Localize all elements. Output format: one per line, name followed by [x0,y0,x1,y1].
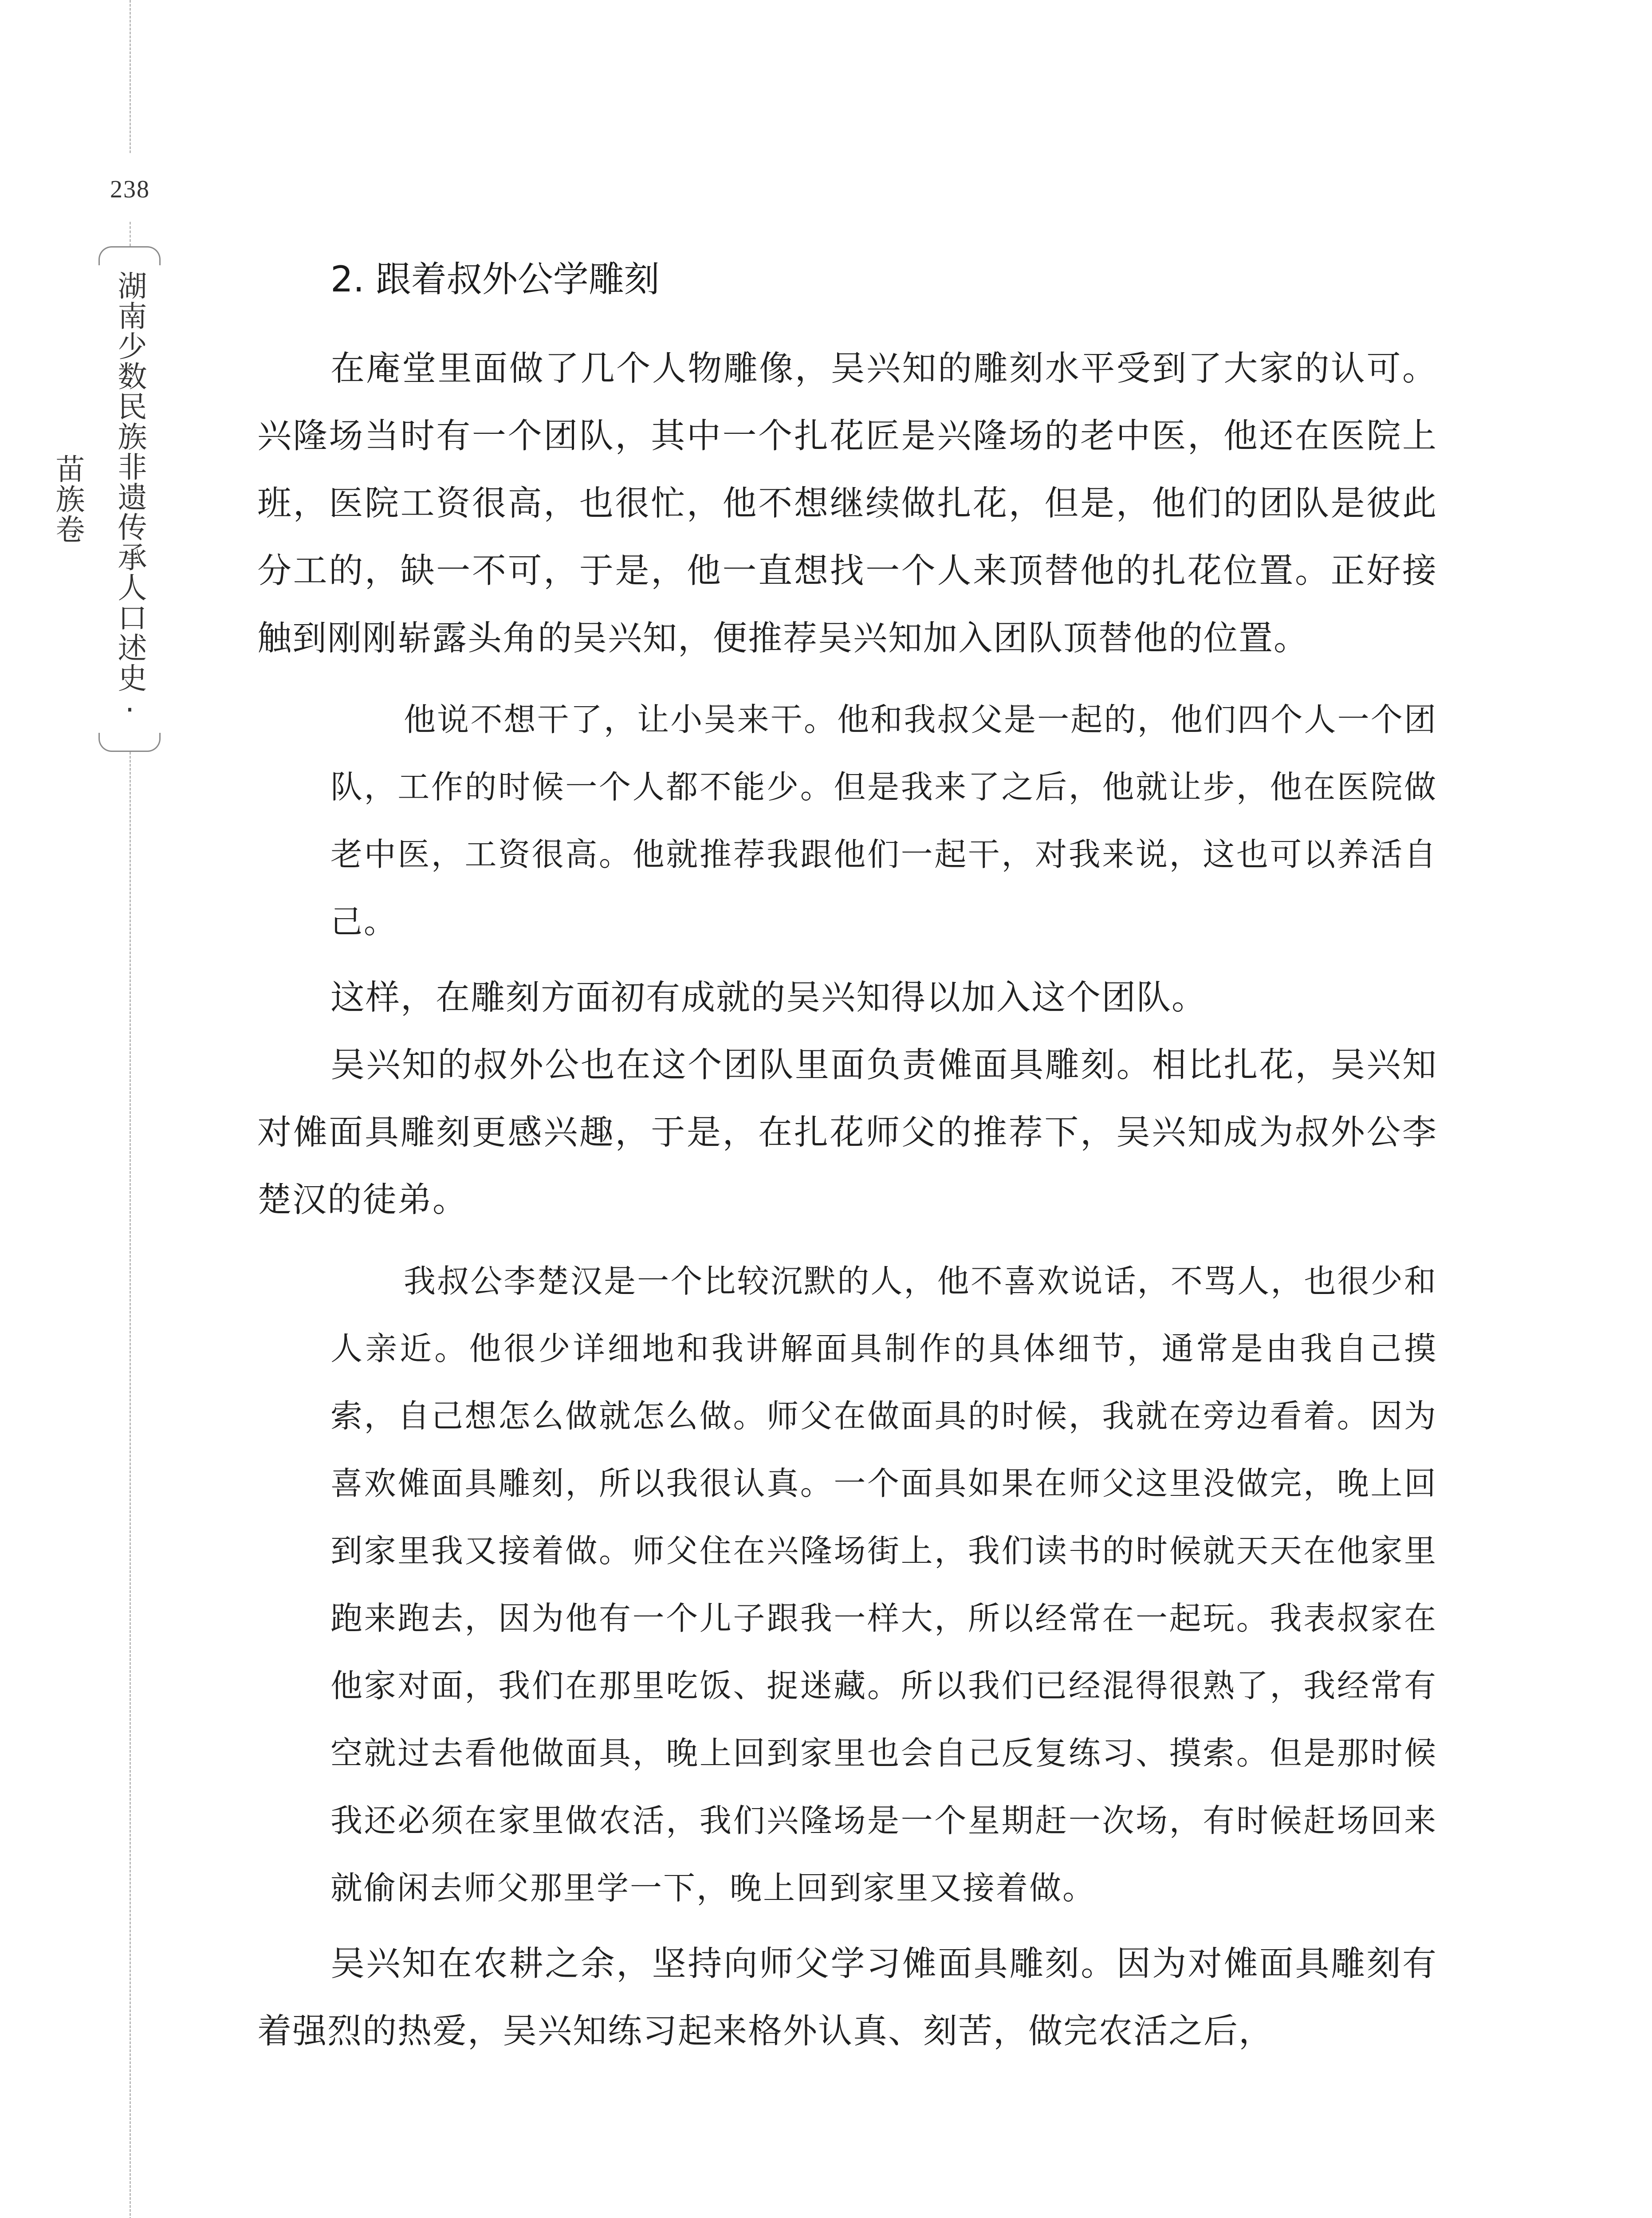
margin-dashed-rule-bottom [130,752,131,2218]
running-title: 湖南少数民族非遗传承人口述史·苗族卷 [51,270,147,728]
interview-quote: 他说不想干了，让小吴来干。他和我叔父是一起的，他们四个人一个团队，工作的时候一个人都不能少。但是我来了之后，他就让步，他在医院做老中医，工资很高。他就推荐我跟他们一起干，对我来说，这也可以养活自己。 [330,701,1437,940]
body-paragraph: 这样，在雕刻方面初有成就的吴兴知得以加入这个团队。 [330,978,1207,1018]
body-paragraph: 吴兴知的叔外公也在这个团队里面负责傩面具雕刻。相比扎花，吴兴知对傩面具雕刻更感兴趣，于是，在扎花师父的推荐下，吴兴知成为叔外公李楚汉的徒弟。 [257,1046,1437,1220]
margin-dashed-rule-top [130,0,131,153]
body-paragraph: 在庵堂里面做了几个人物雕像，吴兴知的雕刻水平受到了大家的认可。兴隆场当时有一个团队，其中一个扎花匠是兴隆场的老中医，他还在医院上班，医院工资很高，也很忙，他不想继续做扎花，但是，他们的团队是彼此分工的，缺一不可，于是，他一直想找一个人来顶替他的扎花位置。正好接触到刚刚崭露头角的吴兴知，便推荐吴兴知加入团队顶替他的位置。 [257,349,1437,658]
running-title-bracket [51,246,161,752]
body-paragraph: 吴兴知在农耕之余，坚持向师父学习傩面具雕刻。因为对傩面具雕刻有着强烈的热爱，吴兴知练习起来格外认真、刻苦，做完农活之后， [257,1944,1437,2051]
margin-dashed-rule-middle [130,222,131,246]
main-text-column [257,248,1437,2065]
section-heading: 2. 跟着叔外公学雕刻 [330,259,660,300]
page-number: 238 [110,176,150,203]
interview-quote: 我叔公李楚汉是一个比较沉默的人，他不喜欢说话，不骂人，也很少和人亲近。他很少详细地和我讲解面具制作的具体细节，通常是由我自己摸索，自己想怎么做就怎么做。师父在做面具的时候，我就在旁边看着。因为喜欢傩面具雕刻，所以我很认真。一个面具如果在师父这里没做完，晚上回到家里我又接着做。师父住在兴隆场街上，我们读书的时候就天天在他家里跑来跑去，因为他有一个儿子跟我一样大，所以经常在一起玩。我表叔家在他家对面，我们在那里吃饭、捉迷藏。所以我们已经混得很熟了，我经常有空就过去看他做面具，晚上回到家里也会自己反复练习、摸索。但是那时候我还必须在家里做农活，我们兴隆场是一个星期赶一次场，有时候赶场回来就偷闲去师父那里学一下，晚上回到家里又接着做。 [330,1262,1437,1907]
